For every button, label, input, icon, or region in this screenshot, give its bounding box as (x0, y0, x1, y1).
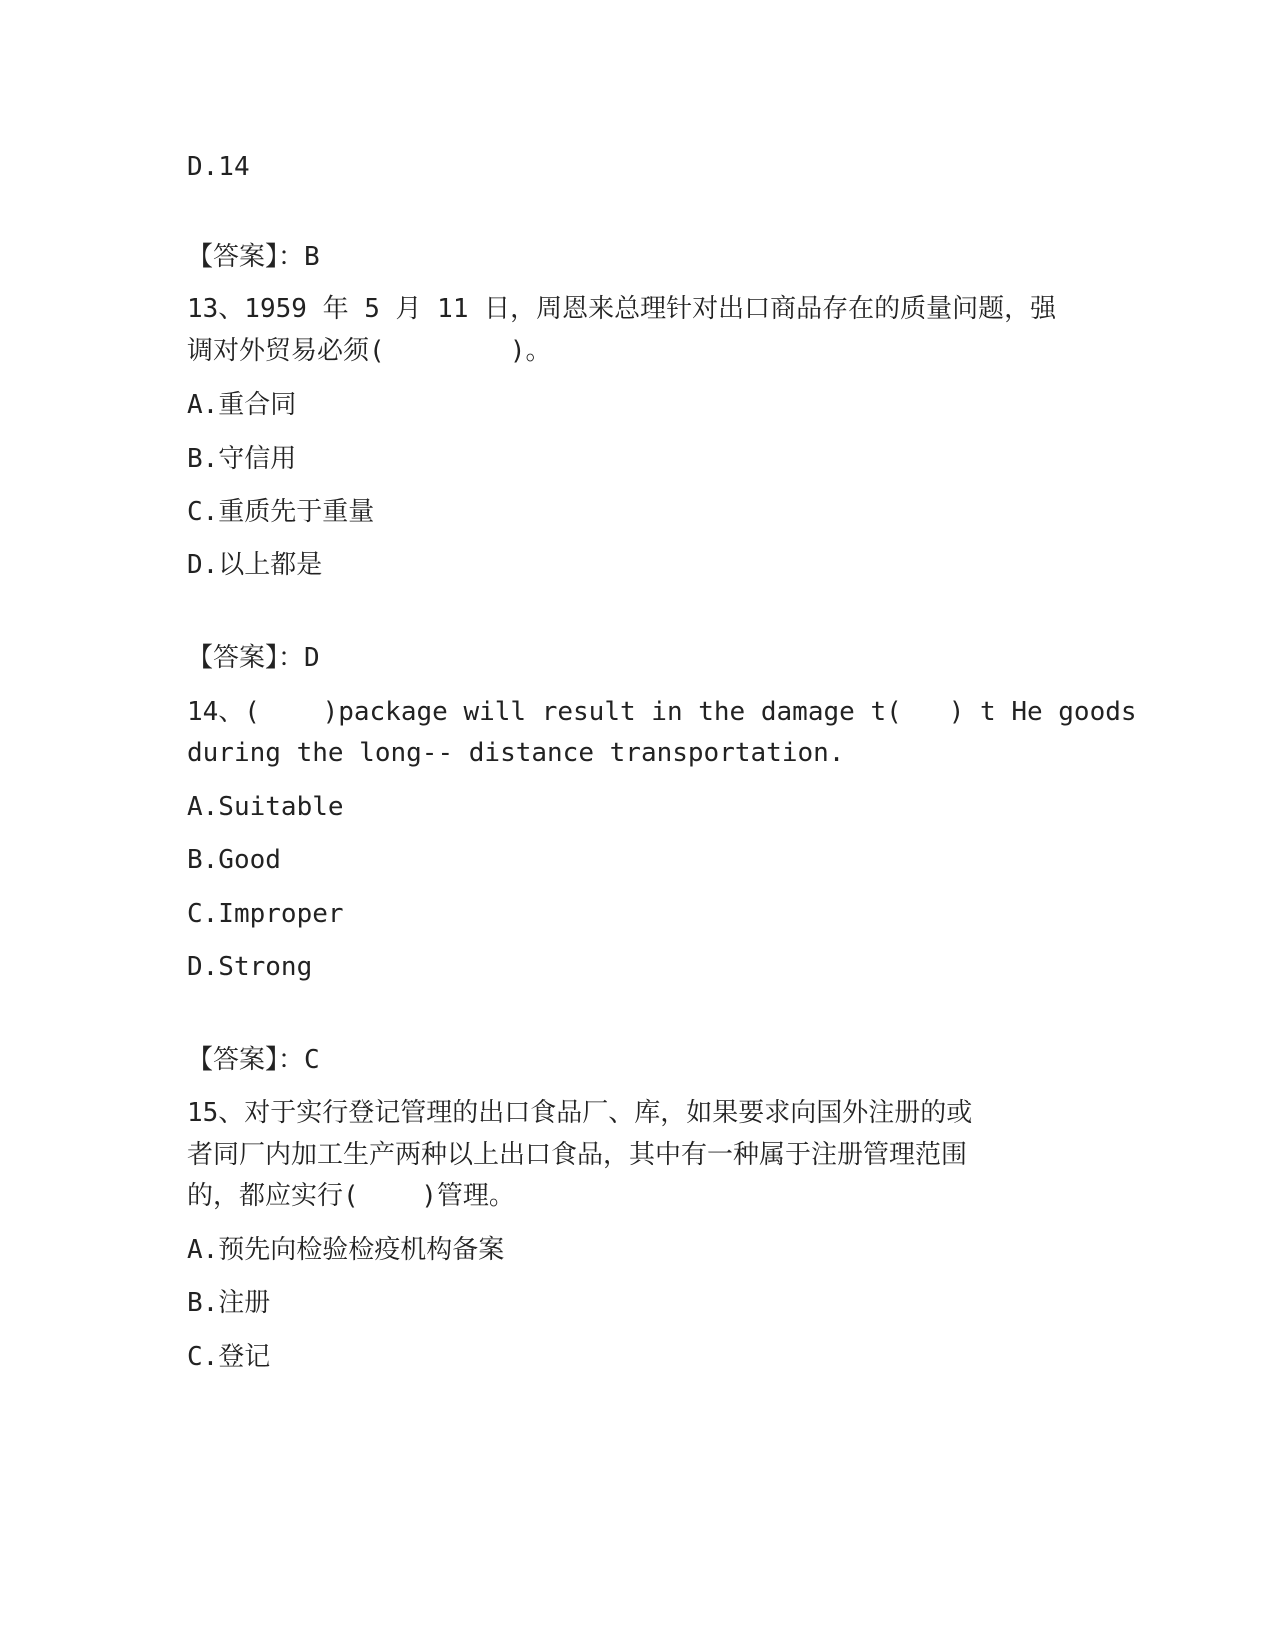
q13-answer: 【答案】：D (187, 643, 320, 673)
q15-stem-line3: 的，都应实行( )管理。 (187, 1181, 515, 1211)
q14-option-a: A.Suitable (187, 792, 344, 822)
q15-stem-line1: 15、对于实行登记管理的出口食品厂、库，如果要求向国外注册的或 (187, 1098, 973, 1128)
q12-option-d: D.14 (187, 152, 250, 182)
q13-stem-line1: 13、1959 年 5 月 11 日，周恩来总理针对出口商品存在的质量问题，强 (187, 294, 1057, 324)
q14-stem-line1: 14、( )package will result in the damage t( ) t He goods (187, 697, 1137, 727)
q14-option-b: B.Good (187, 845, 281, 875)
q13-option-a: A.重合同 (187, 390, 297, 420)
q15-option-a: A.预先向检验检疫机构备案 (187, 1235, 505, 1265)
q13-option-c: C.重质先于重量 (187, 497, 375, 527)
q15-option-b: B.注册 (187, 1288, 271, 1318)
q14-option-d: D.Strong (187, 952, 313, 982)
q12-answer: 【答案】：B (187, 242, 320, 272)
q15-option-c: C.登记 (187, 1342, 271, 1372)
q13-stem-line2: 调对外贸易必须( )。 (187, 336, 552, 366)
q14-stem-line2: during the long-- distance transportation. (187, 738, 845, 768)
q14-option-c: C.Improper (187, 899, 344, 929)
q13-option-b: B.守信用 (187, 444, 297, 474)
q15-stem-line2: 者同厂内加工生产两种以上出口食品，其中有一种属于注册管理范围 (187, 1140, 968, 1170)
q14-answer: 【答案】：C (187, 1045, 320, 1075)
q13-option-d: D.以上都是 (187, 550, 323, 580)
